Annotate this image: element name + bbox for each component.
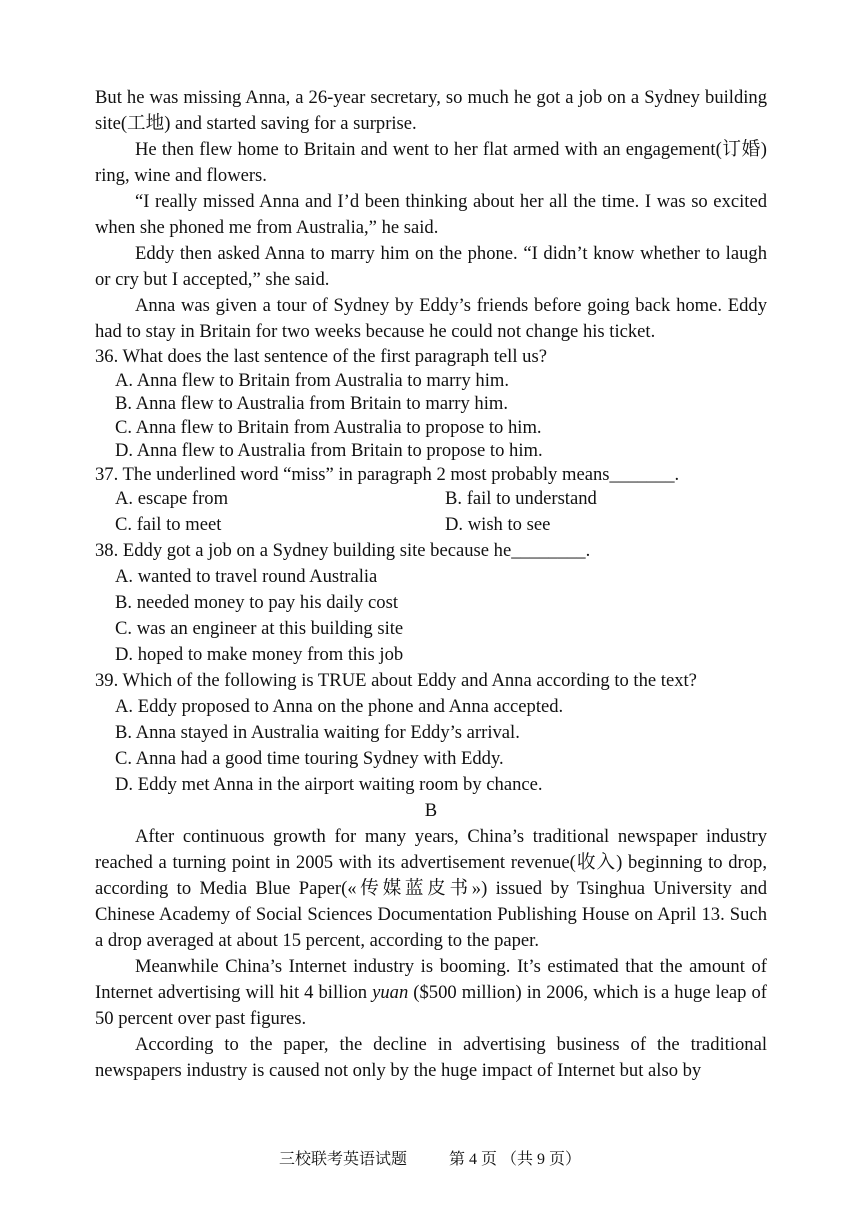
question-36-stem: 36. What does the last sentence of the first paragraph tell us?	[95, 346, 547, 367]
question-37-option-a: A. escape from	[115, 488, 229, 509]
question-37	[95, 463, 767, 539]
section-b-heading: B	[424, 800, 438, 821]
question-39-stem: 39. Which of the following is TRUE about Eddy and Anna according to the text?	[95, 670, 697, 691]
question-36-option-b: B. Anna flew to Australia from Britain to marry him.	[115, 393, 508, 414]
question-37-option-c: C. fail to meet	[115, 514, 222, 535]
question-37-options	[95, 486, 767, 538]
passage-b-p2-italic-yuan: yuan	[372, 982, 409, 1003]
question-38-option-d: D. hoped to make money from this job	[115, 644, 404, 665]
passage-b-paragraph-1: After continuous growth for many years, China’s traditional newspaper industry reached a turning point in 2005 with its advertisement revenue(收入) beginning to drop, according to Media Blue Paper(«传媒蓝皮书») issued by Tsinghua University and Chinese Academy of Social Sciences Documentation Publishing House on April 13. Such a drop averaged at about 15 percent, according to the paper.	[95, 826, 767, 951]
page-footer	[0, 1146, 860, 1169]
passage-b-paragraph-2	[95, 954, 767, 1032]
exam-page-body	[95, 85, 767, 1084]
question-39-option-b: B. Anna stayed in Australia waiting for Eddy’s arrival.	[115, 722, 520, 743]
question-38-option-b: B. needed money to pay his daily cost	[115, 592, 398, 613]
question-39-options	[95, 694, 767, 798]
question-36-option-c: C. Anna flew to Britain from Australia to propose to him.	[115, 416, 542, 438]
footer-exam-title: 三校联考英语试题	[278, 1151, 407, 1168]
passage-b-p2-part-1: Meanwhile China’s Internet industry is booming. It’s estimated that the amount of Internet advertising will hit 4 billion	[95, 956, 767, 1003]
question-37-option-b: B. fail to understand	[445, 488, 597, 509]
passage-a-paragraph-3: “I really missed Anna and I’d been thinking about her all the time. I was so excited when she phoned me from Australia,” he said.	[95, 191, 767, 238]
passage-a-paragraph-4: Eddy then asked Anna to marry him on the phone. “I didn’t know whether to laugh or cry but I accepted,” she said.	[95, 243, 767, 290]
passage-a-paragraph-1: But he was missing Anna, a 26-year secretary, so much he got a job on a Sydney building site(工地) and started saving for a surprise.	[95, 87, 767, 134]
question-36	[95, 345, 767, 463]
question-38	[95, 538, 767, 668]
question-39-option-c: C. Anna had a good time touring Sydney with Eddy.	[115, 748, 504, 769]
passage-a-paragraph-5: Anna was given a tour of Sydney by Eddy’s friends before going back home. Eddy had to stay in Britain for two weeks because he could not change his ticket.	[95, 295, 767, 342]
question-36-option-a: A. Anna flew to Britain from Australia to marry him.	[115, 369, 510, 391]
question-36-option-d: D. Anna flew to Australia from Britain to propose to him.	[115, 440, 543, 461]
question-37-stem: 37. The underlined word “miss” in paragraph 2 most probably means_______.	[95, 463, 680, 485]
question-38-option-c: C. was an engineer at this building site	[115, 618, 404, 639]
question-39	[95, 668, 767, 798]
footer-page-number: 第 4 页 （共 9 页）	[449, 1151, 582, 1168]
passage-b-p2-part-2: ($500 million) in 2006, which is a huge leap of 50 percent over past figures.	[95, 982, 767, 1029]
passage-b-paragraph-3: According to the paper, the decline in advertising business of the traditional newspapers industry is caused not only by the huge impact of Internet but also by	[95, 1034, 767, 1081]
question-39-option-d: D. Eddy met Anna in the airport waiting room by chance.	[115, 774, 543, 795]
question-38-option-a: A. wanted to travel round Australia	[115, 566, 378, 587]
passage-a-paragraph-2: He then flew home to Britain and went to her flat armed with an engagement(订婚) ring, wine and flowers.	[95, 139, 767, 186]
question-39-option-a: A. Eddy proposed to Anna on the phone and Anna accepted.	[115, 696, 564, 717]
question-36-options	[95, 369, 767, 463]
question-38-stem: 38. Eddy got a job on a Sydney building site because he________.	[95, 540, 591, 561]
question-38-options	[95, 564, 767, 668]
question-37-option-d: D. wish to see	[445, 514, 551, 535]
